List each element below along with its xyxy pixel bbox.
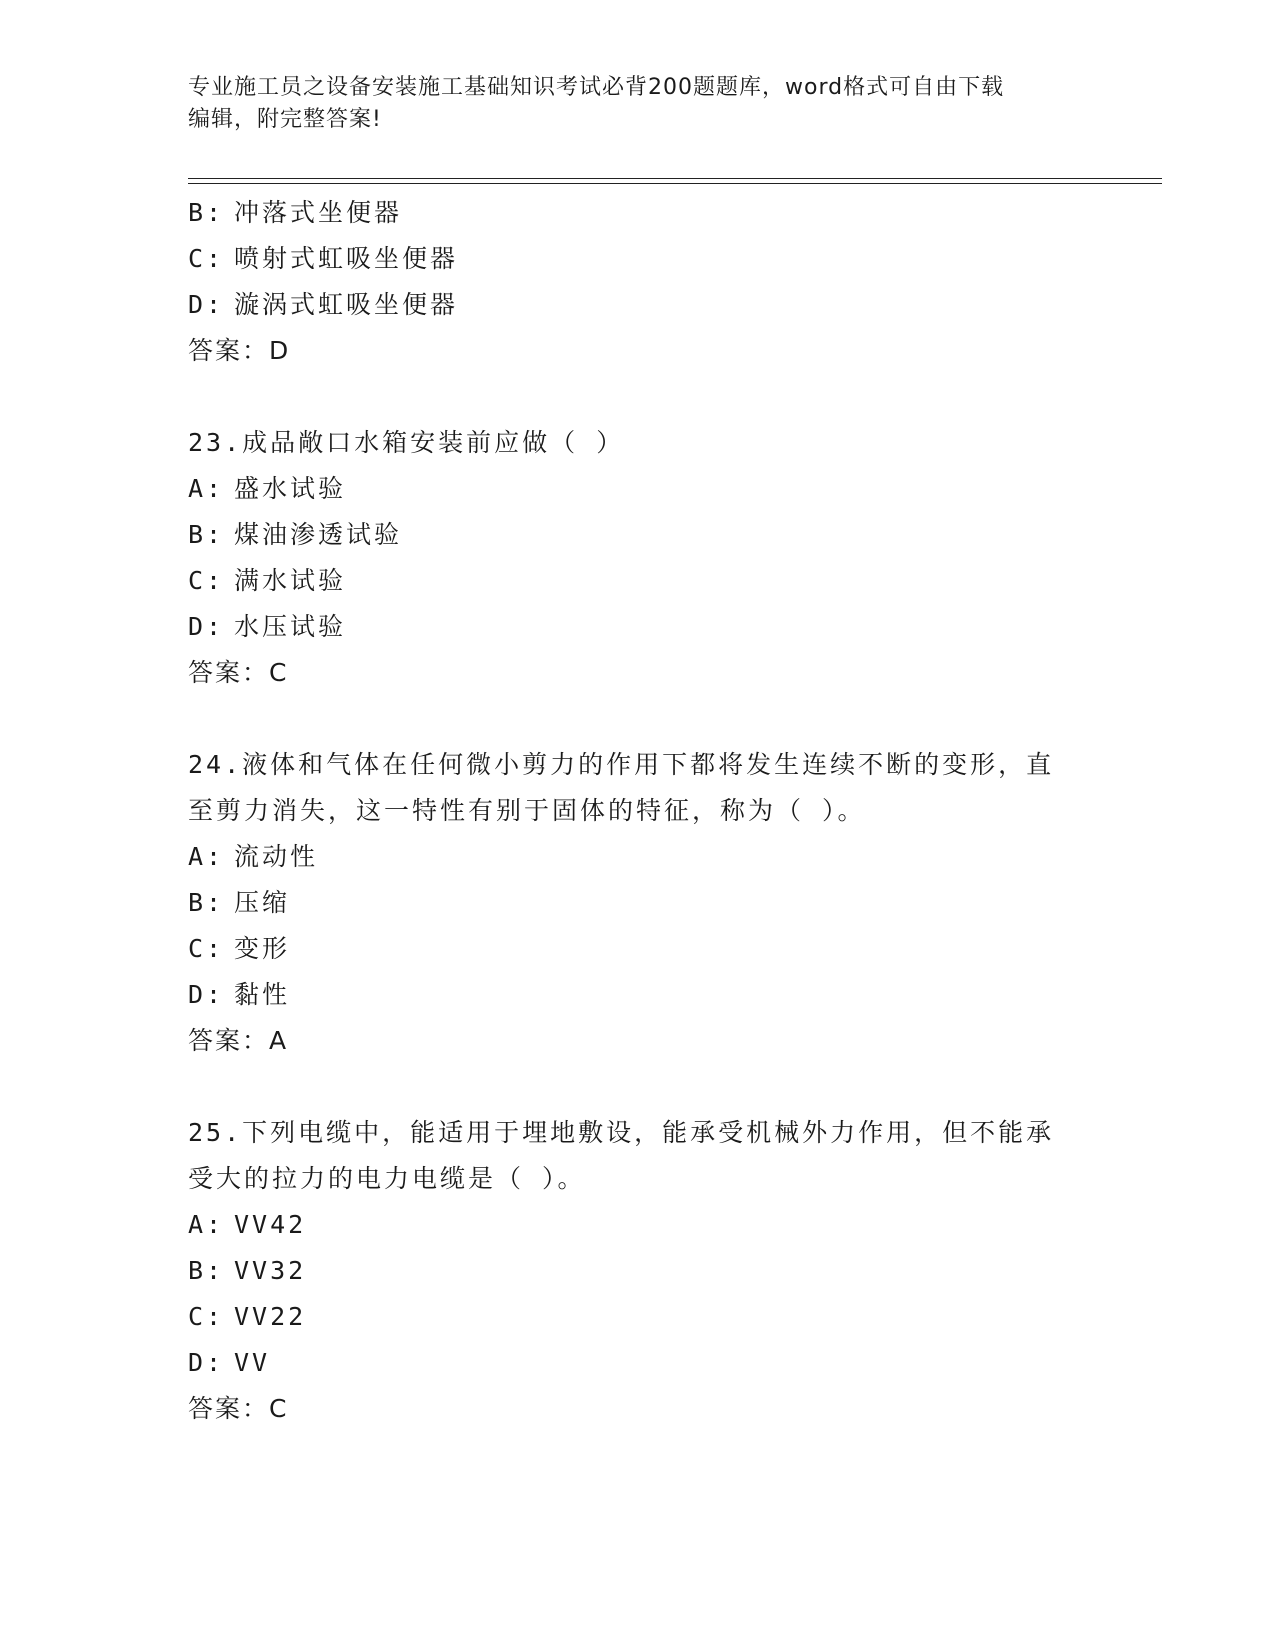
question-text-line-2: 至剪力消失，这一特性有别于固体的特征，称为（ ）。 <box>188 796 866 825</box>
option-a: A: 流动性 <box>188 842 319 871</box>
option-c: C: 喷射式虹吸坐便器 <box>188 244 459 273</box>
continued-question <box>188 190 1088 374</box>
question-text-line-1: 24.液体和气体在任何微小剪力的作用下都将发生连续不断的变形，直 <box>188 750 1055 779</box>
header-divider-top <box>188 178 1162 179</box>
question-text-line-1: 25.下列电缆中，能适用于埋地敷设，能承受机械外力作用，但不能承 <box>188 1118 1055 1147</box>
question-text-line-2: 受大的拉力的电力电缆是（ ）。 <box>188 1164 586 1193</box>
header-line-1: 专业施工员之设备安装施工基础知识考试必背200题题库，word格式可自由下载 <box>188 75 1005 100</box>
answer-line: 答案：C <box>188 658 289 687</box>
option-b: B: VV32 <box>188 1256 307 1285</box>
option-a: A: VV42 <box>188 1210 307 1239</box>
question-24 <box>188 742 1088 1064</box>
answer-line: 答案：C <box>188 1394 289 1423</box>
option-c: C: VV22 <box>188 1302 307 1331</box>
question-text: 23.成品敞口水箱安装前应做（ ） <box>188 428 625 457</box>
question-25 <box>188 1110 1088 1432</box>
answer-line: 答案：D <box>188 336 291 365</box>
header-line-2: 编辑，附完整答案! <box>188 107 382 132</box>
answer-line: 答案：A <box>188 1026 289 1055</box>
option-c: C: 满水试验 <box>188 566 347 595</box>
header-divider-bottom <box>188 183 1162 184</box>
option-d: D: VV <box>188 1348 271 1377</box>
option-b: B: 压缩 <box>188 888 291 917</box>
question-23 <box>188 420 1088 696</box>
option-a: A: 盛水试验 <box>188 474 347 503</box>
question-list <box>188 190 1088 1432</box>
option-b: B: 煤油渗透试验 <box>188 520 403 549</box>
option-b: B: 冲落式坐便器 <box>188 198 403 227</box>
option-c: C: 变形 <box>188 934 291 963</box>
option-d: D: 黏性 <box>188 980 291 1009</box>
document-header <box>188 72 1088 136</box>
option-d: D: 漩涡式虹吸坐便器 <box>188 290 459 319</box>
option-d: D: 水压试验 <box>188 612 347 641</box>
